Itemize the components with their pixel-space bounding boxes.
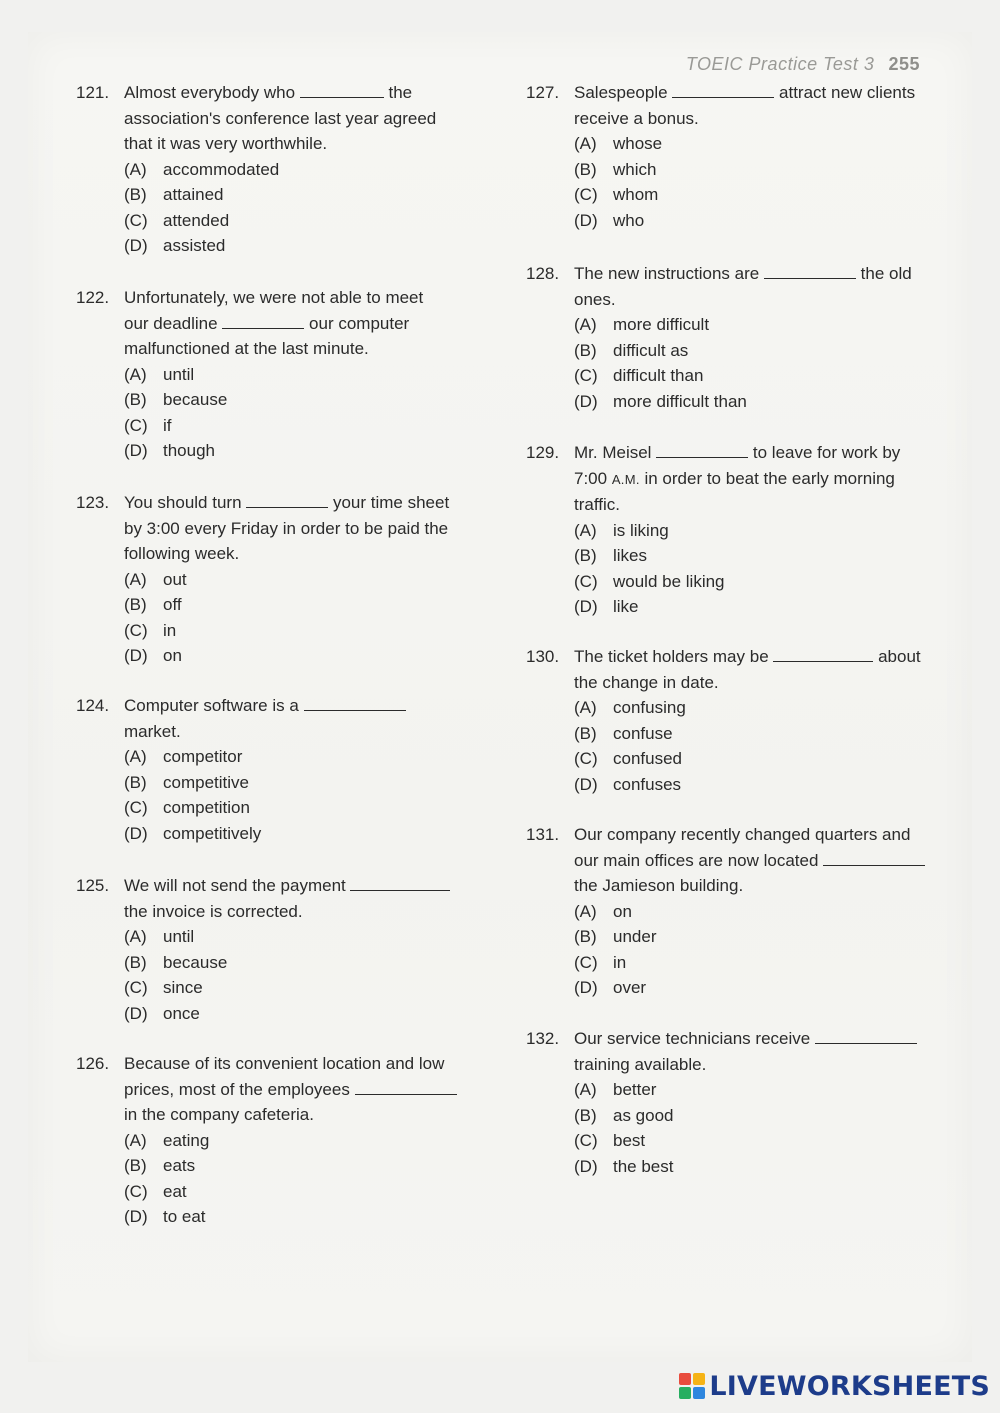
question-number: 125. — [76, 876, 110, 895]
question-126 — [76, 1051, 496, 1230]
option-text: attended — [163, 210, 230, 230]
stem-text: Computer software is a — [124, 696, 304, 715]
answer-option[interactable] — [124, 950, 496, 976]
answer-option[interactable] — [124, 618, 496, 644]
question-number: 127. — [526, 83, 560, 102]
answer-option[interactable] — [124, 1179, 496, 1205]
option-text: who — [613, 210, 645, 230]
option-text: competitor — [163, 747, 243, 766]
option-letter: (D) — [124, 823, 148, 843]
question-stem — [574, 440, 956, 518]
question-stem — [574, 261, 956, 312]
option-letter: (B) — [574, 159, 597, 179]
question-number: 131. — [526, 825, 560, 844]
answer-option[interactable] — [574, 772, 956, 798]
question-stem — [124, 873, 496, 924]
answer-blank[interactable] — [222, 312, 304, 329]
stem-text: The new instructions are — [574, 264, 764, 283]
question-number: 132. — [526, 1029, 560, 1048]
option-letter: (A) — [124, 364, 147, 384]
answer-blank[interactable] — [355, 1078, 457, 1095]
answer-option[interactable] — [574, 1103, 956, 1129]
answer-option[interactable] — [574, 975, 956, 1001]
option-letter: (D) — [124, 441, 148, 460]
answer-option[interactable] — [124, 1204, 496, 1230]
option-text: until — [163, 364, 195, 384]
option-letter: (C) — [574, 185, 598, 204]
option-letter: (C) — [124, 620, 148, 640]
option-text: in — [613, 952, 627, 972]
answer-option[interactable] — [124, 975, 496, 1001]
answer-option[interactable] — [124, 744, 496, 770]
option-text: in — [163, 620, 177, 640]
answer-option[interactable] — [124, 182, 496, 208]
answer-option[interactable] — [124, 924, 496, 950]
logo-text: LIVEWORKSHEETS — [709, 1370, 990, 1402]
option-letter: (C) — [574, 571, 598, 591]
option-letter: (D) — [574, 391, 598, 411]
stem-text: The ticket holders may be — [574, 647, 774, 666]
answer-option[interactable] — [124, 438, 496, 464]
answer-option[interactable] — [124, 592, 496, 618]
question-number: 124. — [76, 696, 110, 715]
answer-blank[interactable] — [815, 1027, 917, 1044]
option-text: difficult than — [613, 366, 704, 385]
question-number: 122. — [76, 288, 110, 307]
option-text: competitively — [163, 823, 262, 843]
option-text: which — [613, 159, 657, 179]
stem-text: Our service technicians receive — [574, 1029, 815, 1048]
question-number: 123. — [76, 493, 110, 512]
option-text: eat — [163, 1181, 187, 1201]
option-letter: (D) — [574, 1156, 598, 1176]
answer-option[interactable] — [124, 233, 496, 259]
option-letter: (C) — [574, 366, 598, 385]
option-text: over — [613, 978, 647, 997]
stem-text: Because of its convenient location and low prices, most of the employees — [124, 1054, 445, 1099]
stem-text: your time sheet by 3:00 every Friday in order to be paid the following week. — [124, 493, 450, 563]
question-number: 130. — [526, 647, 560, 666]
answer-blank[interactable] — [656, 441, 748, 458]
answer-option[interactable] — [124, 821, 496, 847]
question-123 — [76, 490, 496, 669]
stem-text: the Jamieson building. — [574, 876, 744, 895]
option-text: under — [613, 927, 657, 946]
stem-text: in order to beat the early morning traffic. — [574, 468, 895, 514]
option-letter: (D) — [574, 597, 598, 616]
option-letter: (A) — [124, 747, 147, 766]
small-caps-am: A.M. — [611, 471, 640, 487]
stem-text: to leave for work by 7:00 — [574, 443, 901, 488]
question-127 — [526, 80, 956, 233]
option-text: competition — [163, 798, 250, 817]
answer-blank[interactable] — [823, 849, 925, 866]
answer-option[interactable] — [574, 389, 956, 415]
option-text: is liking — [613, 520, 669, 540]
option-letter: (A) — [574, 1080, 597, 1099]
question-number: 128. — [526, 264, 560, 283]
answer-blank[interactable] — [773, 645, 873, 662]
answer-option[interactable] — [124, 1001, 496, 1027]
option-text: though — [163, 441, 215, 460]
option-text: would be liking — [613, 571, 725, 591]
option-text: like — [613, 597, 639, 616]
question-stem — [124, 285, 496, 362]
answer-option[interactable] — [124, 208, 496, 234]
option-letter: (A) — [574, 901, 597, 921]
option-letter: (B) — [124, 772, 147, 792]
option-letter: (A) — [124, 1130, 147, 1150]
liveworksheets-logo[interactable] — [679, 1369, 990, 1403]
answer-blank[interactable] — [300, 81, 384, 98]
option-text: more difficult — [613, 315, 710, 334]
option-text: if — [163, 415, 172, 435]
question-129 — [526, 440, 956, 620]
option-letter: (C) — [124, 415, 148, 435]
stem-text: attract new clients receive a bonus. — [574, 83, 916, 128]
answer-option[interactable] — [124, 1128, 496, 1154]
question-stem — [574, 644, 956, 695]
option-letter: (D) — [574, 210, 598, 230]
running-title: TOEIC Practice Test 3 — [685, 54, 875, 74]
option-letter: (B) — [574, 340, 597, 360]
question-121 — [76, 80, 496, 259]
option-letter: (B) — [574, 546, 597, 565]
question-stem — [124, 1051, 496, 1128]
stem-text: Salespeople — [574, 83, 673, 102]
option-letter: (B) — [124, 1156, 147, 1175]
question-122 — [76, 285, 496, 464]
option-text: out — [163, 569, 187, 589]
running-head — [686, 54, 920, 75]
option-text: since — [163, 978, 203, 997]
option-text: likes — [613, 546, 648, 565]
option-text: confuse — [613, 723, 673, 743]
answer-option[interactable] — [124, 362, 496, 388]
option-text: better — [613, 1080, 657, 1099]
liveworksheets-logo-icon — [679, 1373, 705, 1399]
option-letter: (C) — [574, 952, 598, 972]
option-text: whose — [613, 134, 663, 153]
option-text: to eat — [163, 1207, 206, 1226]
question-number: 126. — [76, 1054, 110, 1073]
option-letter: (A) — [574, 698, 597, 717]
option-text: competitive — [163, 772, 249, 792]
question-stem — [574, 1026, 956, 1077]
stem-text: Unfortunately, we were not able to meet our deadline — [124, 288, 424, 333]
question-131 — [526, 822, 956, 1001]
stem-text: in the company cafeteria. — [124, 1105, 314, 1124]
stem-text: Our company recently changed quarters and our main offices are now located — [574, 825, 911, 870]
stem-text: the association's conference last year agreed that it was very worthwhile. — [124, 83, 437, 153]
answer-blank[interactable] — [304, 694, 406, 711]
page-number: 255 — [888, 54, 920, 74]
option-text: until — [163, 927, 195, 946]
answer-blank[interactable] — [672, 81, 774, 98]
option-letter: (D) — [124, 1003, 148, 1023]
option-letter: (D) — [124, 236, 148, 255]
option-text: the best — [613, 1156, 674, 1176]
answer-option[interactable] — [574, 721, 956, 747]
option-letter: (B) — [574, 927, 597, 946]
stem-text: the invoice is corrected. — [124, 901, 303, 921]
option-text: once — [163, 1003, 200, 1023]
answer-option[interactable] — [574, 950, 956, 976]
option-text: off — [163, 595, 182, 614]
option-letter: (D) — [124, 646, 148, 665]
answer-option[interactable] — [124, 770, 496, 796]
option-text: more difficult than — [613, 391, 747, 411]
answer-option[interactable] — [574, 924, 956, 950]
option-letter: (A) — [574, 134, 597, 153]
question-125 — [76, 873, 496, 1026]
option-letter: (A) — [574, 520, 597, 540]
answer-option[interactable] — [574, 518, 956, 544]
option-text: best — [613, 1131, 646, 1150]
option-text: because — [163, 390, 228, 409]
option-letter: (C) — [574, 1131, 598, 1150]
stem-text: Mr. Meisel — [574, 443, 657, 462]
answer-option[interactable] — [574, 1154, 956, 1180]
answer-option[interactable] — [574, 182, 956, 208]
option-letter: (B) — [574, 723, 597, 743]
option-text: accommodated — [163, 159, 280, 179]
answer-option[interactable] — [574, 338, 956, 364]
option-letter: (B) — [574, 1105, 597, 1125]
stem-text: market. — [124, 721, 181, 741]
option-letter: (C) — [124, 978, 148, 997]
stem-text: our computer malfunctioned at the last minute. — [124, 313, 410, 358]
option-letter: (C) — [574, 749, 598, 768]
answer-option[interactable] — [124, 413, 496, 439]
answer-option[interactable] — [124, 1153, 496, 1179]
answer-option[interactable] — [574, 1128, 956, 1154]
option-letter: (D) — [574, 978, 598, 997]
question-number: 129. — [526, 443, 560, 462]
stem-text: You should turn — [124, 493, 247, 512]
stem-text: the old ones. — [574, 264, 912, 309]
option-letter: (B) — [124, 595, 147, 614]
option-letter: (D) — [574, 774, 598, 794]
answer-option[interactable] — [574, 131, 956, 157]
option-letter: (C) — [124, 210, 148, 230]
option-text: assisted — [163, 236, 226, 255]
option-letter: (C) — [124, 798, 148, 817]
option-letter: (A) — [574, 315, 597, 334]
option-text: confused — [613, 749, 682, 768]
answer-option[interactable] — [124, 157, 496, 183]
answer-option[interactable] — [124, 643, 496, 669]
question-132 — [526, 1026, 956, 1179]
question-stem — [124, 693, 496, 744]
question-stem — [574, 822, 956, 899]
option-letter: (A) — [124, 927, 147, 946]
answer-option[interactable] — [574, 208, 956, 234]
option-letter: (B) — [124, 185, 147, 204]
answer-option[interactable] — [574, 543, 956, 569]
option-text: on — [163, 646, 182, 665]
stem-text: about the change in date. — [574, 647, 921, 692]
option-letter: (A) — [124, 569, 147, 589]
answer-option[interactable] — [574, 363, 956, 389]
option-text: confusing — [613, 698, 686, 717]
option-text: eating — [163, 1130, 210, 1150]
stem-text: training available. — [574, 1054, 707, 1074]
answer-option[interactable] — [574, 569, 956, 595]
answer-option[interactable] — [574, 695, 956, 721]
option-text: difficult as — [613, 340, 689, 360]
option-text: as good — [613, 1105, 674, 1125]
option-letter: (A) — [124, 159, 147, 179]
option-text: because — [163, 952, 228, 972]
option-letter: (D) — [124, 1207, 148, 1226]
option-text: eats — [163, 1156, 196, 1175]
question-stem — [124, 490, 496, 567]
stem-text: We will not send the payment — [124, 876, 351, 895]
question-130 — [526, 644, 956, 797]
answer-blank[interactable] — [764, 262, 856, 279]
answer-option[interactable] — [574, 594, 956, 620]
option-text: confuses — [613, 774, 682, 794]
option-text: attained — [163, 185, 224, 204]
answer-option[interactable] — [574, 899, 956, 925]
answer-option[interactable] — [574, 746, 956, 772]
question-124 — [76, 693, 496, 846]
question-number: 121. — [76, 83, 110, 102]
question-stem — [124, 80, 496, 157]
answer-option[interactable] — [574, 1077, 956, 1103]
stem-text: Almost everybody who — [124, 83, 300, 102]
answer-option[interactable] — [124, 567, 496, 593]
answer-option[interactable] — [574, 312, 956, 338]
answer-blank[interactable] — [350, 874, 450, 891]
option-text: on — [613, 901, 632, 921]
answer-option[interactable] — [574, 157, 956, 183]
option-letter: (B) — [124, 390, 147, 409]
question-stem — [574, 80, 956, 131]
answer-blank[interactable] — [246, 491, 328, 508]
option-letter: (B) — [124, 952, 147, 972]
option-text: whom — [613, 185, 659, 204]
answer-option[interactable] — [124, 387, 496, 413]
answer-option[interactable] — [124, 795, 496, 821]
question-128 — [526, 261, 956, 414]
option-letter: (C) — [124, 1181, 148, 1201]
